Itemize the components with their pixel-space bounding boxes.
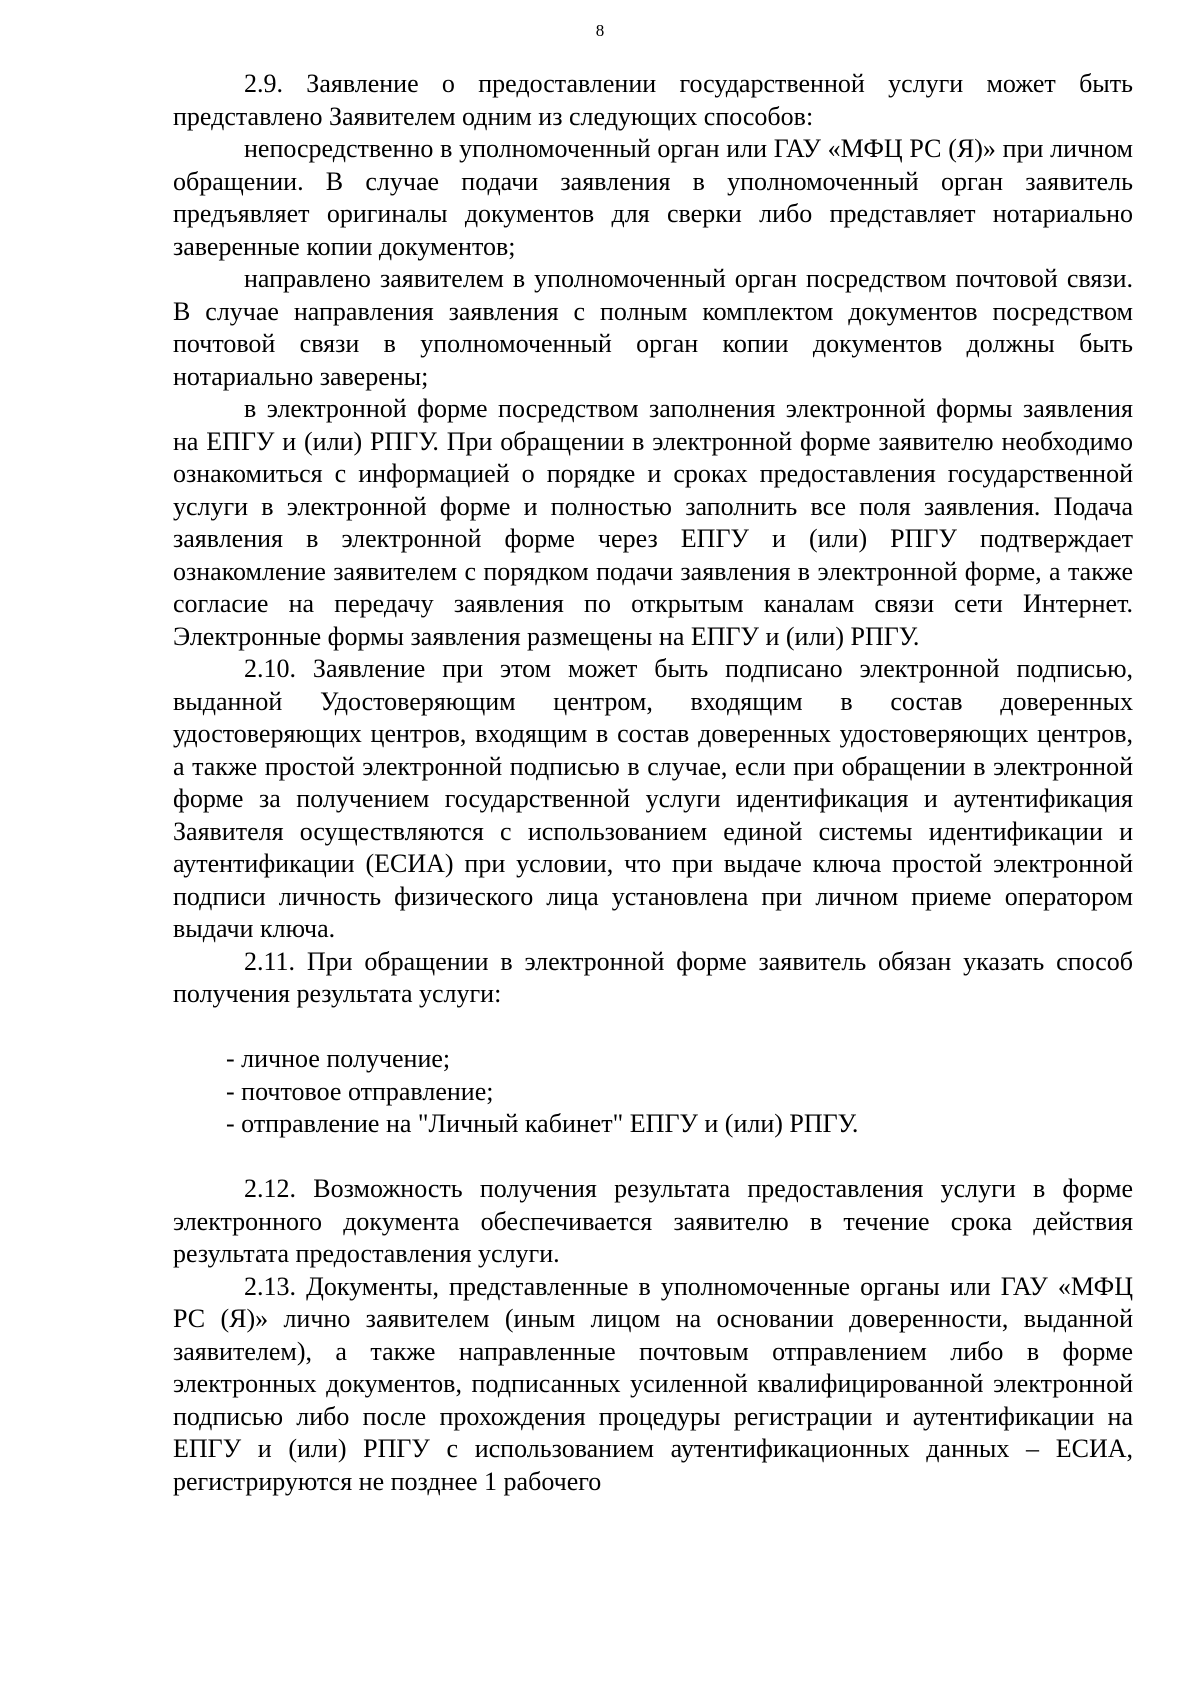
result-methods-list (173, 1043, 1133, 1141)
list-item: - отправление на "Личный кабинет" ЕПГУ и (или) РПГУ. (226, 1109, 859, 1138)
paragraph-2-9: 2.9. Заявление о предоставлении государственной услуги может быть представлено Заявителем одним из следующих способов: (173, 69, 1133, 131)
page-number: 8 (595, 21, 605, 40)
paragraph-method-mail: направлено заявителем в уполномоченный орган посредством почтовой связи. В случае направления заявления с полным комплектом документов посредством почтовой связи в уполномоченный орган копии документов должны быть нотариально заверены; (173, 264, 1133, 391)
list-item: - личное получение; (226, 1044, 451, 1073)
paragraph-2-13: 2.13. Документы, представленные в уполномоченные органы или ГАУ «МФЦ РС (Я)» лично заявителем (иным лицом на основании доверенности, выданной заявителем), а также направленные почтовым отправлением либо в форме электронных документов, подписанных усиленной квалифицированной электронной подписью либо после прохождения процедуры регистрации и аутентификации на ЕПГУ и (или) РПГУ с использованием аутентификационных данных – ЕСИА, регистрируются не позднее 1 рабочего (173, 1271, 1133, 1496)
paragraph-2-11: 2.11. При обращении в электронной форме заявитель обязан указать способ получения результата услуги: (173, 946, 1133, 1008)
paragraph-method-electronic: в электронной форме посредством заполнения электронной формы заявления на ЕПГУ и (или) РПГУ. При обращении в электронной форме заявителю необходимо ознакомиться с информацией о порядке и сроках предоставления государственной услуги в электронной форме и полностью заполнить все поля заявления. Подача заявления в электронной форме через ЕПГУ и (или) РПГУ подтверждает ознакомление заявителем с порядком подачи заявления в электронной форме, а также согласие на передачу заявления по открытым каналам связи сети Интернет. Электронные формы заявления размещены на ЕПГУ и (или) РПГУ. (173, 394, 1133, 651)
paragraph-2-12: 2.12. Возможность получения результата предоставления услуги в форме электронного документа обеспечивается заявителю в течение срока действия результата предоставления услуги. (173, 1174, 1133, 1268)
list-item: - почтовое отправление; (226, 1076, 494, 1106)
paragraph-2-10: 2.10. Заявление при этом может быть подписано электронной подписью, выданной Удостоверяющим центром, входящим в состав доверенных удостоверяющих центров, входящим в состав доверенных удостоверяющих центров, а также простой электронной подписью в случае, если при обращении в электронной форме за получением государственной услуги идентификация и аутентификация Заявителя осуществляются с использованием единой системы идентификации и аутентификации (ЕСИА) при условии, что при выдаче ключа простой электронной подписи личность физического лица установлена при личном приеме оператором выдачи ключа. (173, 654, 1133, 943)
spacer (173, 1141, 1133, 1174)
paragraph-method-in-person: непосредственно в уполномоченный орган или ГАУ «МФЦ РС (Я)» при личном обращении. В случае подачи заявления в уполномоченный орган заявитель предъявляет оригиналы документов для сверки либо представляет нотариально заверенные копии документов; (173, 134, 1133, 261)
document-body (173, 68, 1133, 1498)
spacer (173, 1011, 1133, 1044)
